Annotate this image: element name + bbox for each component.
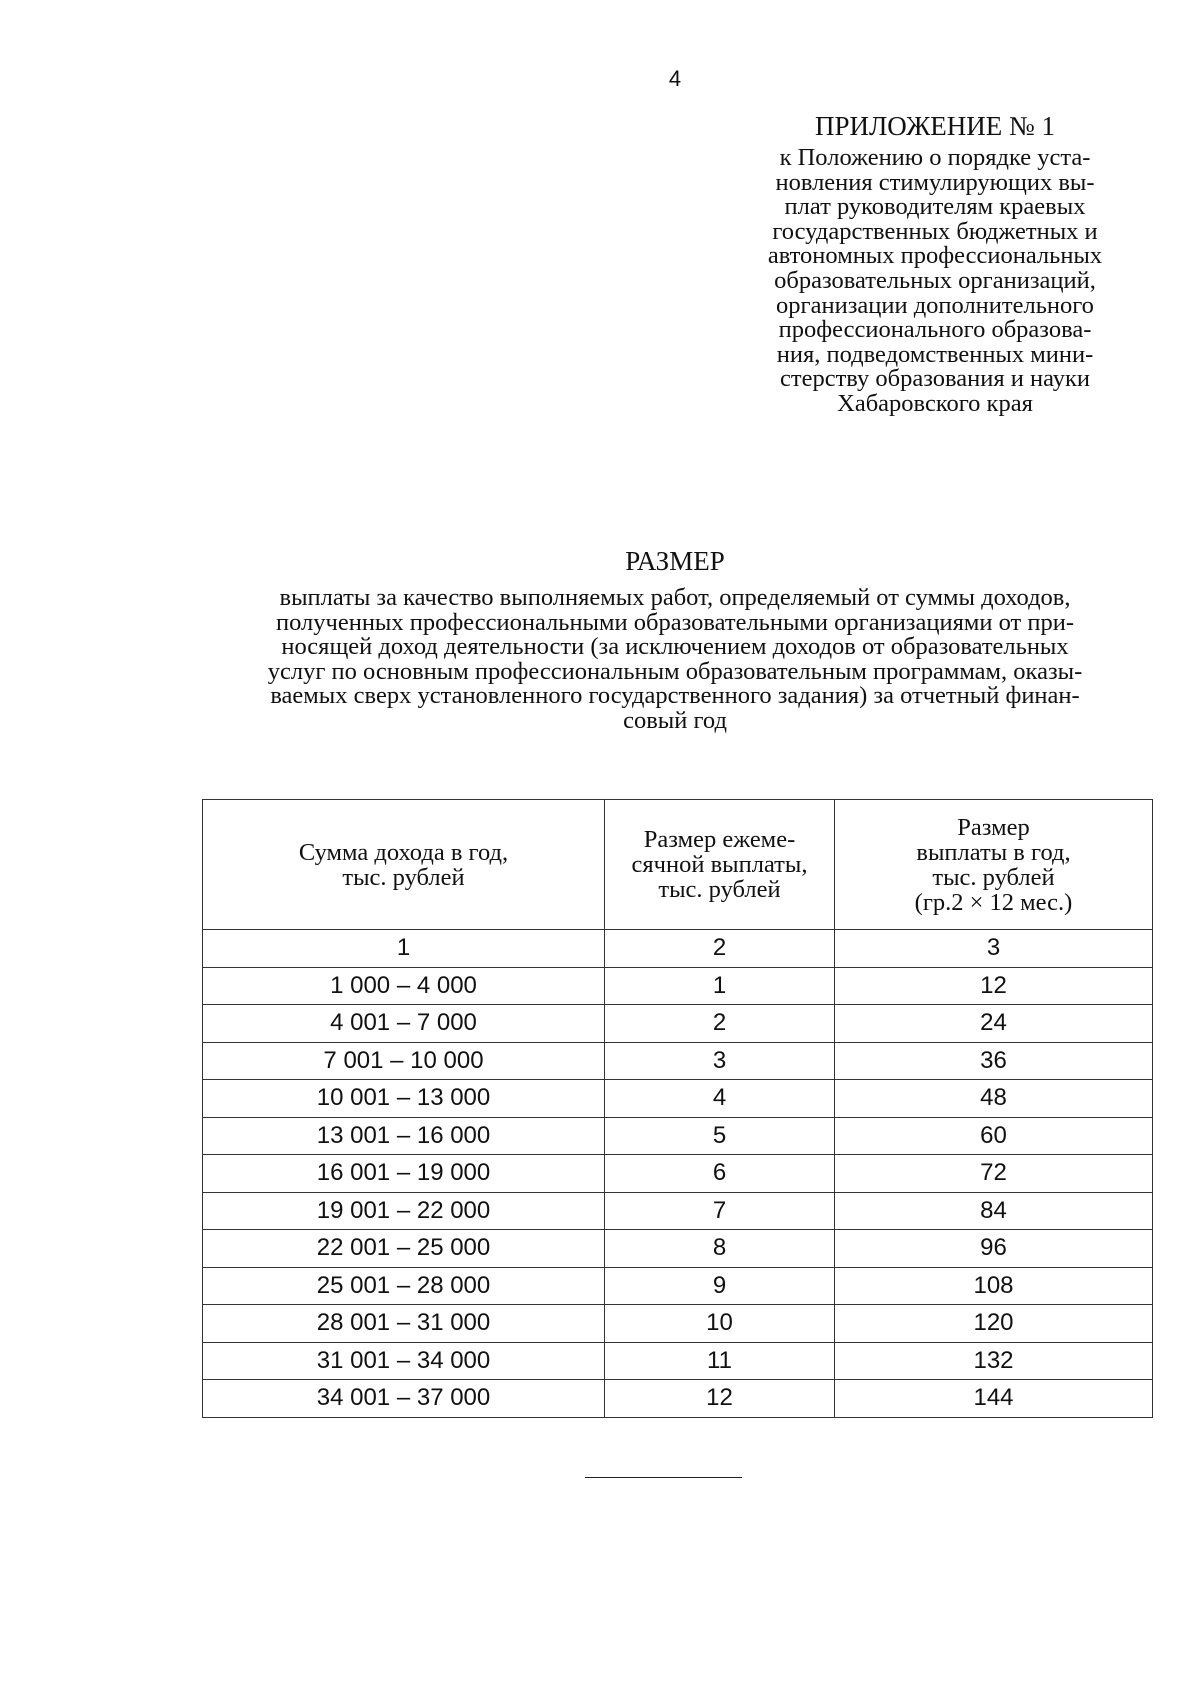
cell-monthly-payment: 7 (605, 1192, 835, 1230)
cell-monthly-payment: 6 (605, 1155, 835, 1193)
description-line: носящей доход деятельности (за исключением доходов от образовательных (281, 633, 1069, 661)
header-income (203, 800, 605, 930)
document-description (200, 586, 1150, 734)
annex-subtitle-line: автономных профессиональных (767, 242, 1103, 270)
annex-subtitle-line: организации дополнительного (776, 291, 1094, 319)
header-line: выплаты в год, (916, 838, 1071, 866)
annex-subtitle (735, 146, 1135, 417)
header-monthly-payment (605, 800, 835, 930)
table-row (203, 1267, 1153, 1305)
end-rule (585, 1477, 742, 1478)
table-row (203, 1005, 1153, 1043)
annex-subtitle-line: стерству образования и науки (780, 365, 1090, 393)
description-line: ваемых сверх установленного государственного задания) за отчетный финан- (270, 682, 1080, 710)
annex-title: ПРИЛОЖЕНИЕ № 1 (814, 111, 1056, 141)
column-number: 2 (605, 930, 835, 968)
table-row (203, 1080, 1153, 1118)
table-row (203, 1342, 1153, 1380)
table-row (203, 967, 1153, 1005)
header-line: тыс. рублей (932, 863, 1055, 891)
cell-income-range: 34 001 – 37 000 (203, 1380, 605, 1418)
header-line: Размер ежеме- (643, 826, 796, 853)
cell-income-range: 19 001 – 22 000 (203, 1192, 605, 1230)
cell-annual-payment: 12 (835, 967, 1153, 1005)
cell-monthly-payment: 10 (605, 1305, 835, 1343)
cell-monthly-payment: 1 (605, 967, 835, 1005)
cell-annual-payment: 24 (835, 1005, 1153, 1043)
header-line: (гр.2 × 12 мес.) (914, 888, 1073, 916)
cell-monthly-payment: 3 (605, 1042, 835, 1080)
annex-subtitle-line: плат руководителям краевых (784, 193, 1086, 221)
header-line: сячной выплаты, (631, 851, 808, 878)
cell-income-range: 16 001 – 19 000 (203, 1155, 605, 1193)
header-line: тыс. рублей (342, 863, 465, 891)
page-number: 4 (668, 66, 682, 91)
cell-income-range: 13 001 – 16 000 (203, 1117, 605, 1155)
cell-income-range: 31 001 – 34 000 (203, 1342, 605, 1380)
cell-monthly-payment: 12 (605, 1380, 835, 1418)
annex-subtitle-line: ния, подведомственных мини- (776, 340, 1094, 368)
cell-annual-payment: 48 (835, 1080, 1153, 1118)
cell-income-range: 1 000 – 4 000 (203, 967, 605, 1005)
column-number: 3 (835, 930, 1153, 968)
cell-monthly-payment: 5 (605, 1117, 835, 1155)
table-row (203, 1380, 1153, 1418)
cell-income-range: 28 001 – 31 000 (203, 1305, 605, 1343)
cell-monthly-payment: 11 (605, 1342, 835, 1380)
description-line: выплаты за качество выполняемых работ, определяемый от суммы доходов, (279, 584, 1071, 611)
description-line: совый год (623, 706, 727, 734)
cell-income-range: 10 001 – 13 000 (203, 1080, 605, 1118)
annex-subtitle-line: новления стимулирующих вы- (775, 168, 1095, 196)
table-header-row (203, 800, 1153, 930)
table-row (203, 1305, 1153, 1343)
cell-annual-payment: 144 (835, 1380, 1153, 1418)
cell-annual-payment: 96 (835, 1230, 1153, 1268)
document-title: РАЗМЕР (625, 546, 725, 576)
cell-annual-payment: 120 (835, 1305, 1153, 1343)
annex-subtitle-line: образовательных организаций, (774, 266, 1096, 294)
cell-annual-payment: 84 (835, 1192, 1153, 1230)
table-row (203, 1192, 1153, 1230)
annex-subtitle-line: государственных бюджетных и (772, 217, 1098, 245)
annex-subtitle-line: Хабаровского края (837, 389, 1033, 417)
column-number: 1 (203, 930, 605, 968)
description-line: полученных профессиональными образовательными организациями от при- (276, 608, 1074, 636)
annex-subtitle-line: к Положению о порядке уста- (779, 144, 1091, 171)
table-row (203, 1155, 1153, 1193)
payment-table (202, 799, 1153, 1418)
cell-income-range: 4 001 – 7 000 (203, 1005, 605, 1043)
cell-annual-payment: 108 (835, 1267, 1153, 1305)
header-line: Размер (957, 813, 1030, 841)
table-row (203, 1117, 1153, 1155)
cell-annual-payment: 72 (835, 1155, 1153, 1193)
annex-block (735, 110, 1135, 417)
header-line: тыс. рублей (658, 876, 781, 903)
cell-annual-payment: 132 (835, 1342, 1153, 1380)
cell-monthly-payment: 2 (605, 1005, 835, 1043)
cell-income-range: 7 001 – 10 000 (203, 1042, 605, 1080)
cell-annual-payment: 60 (835, 1117, 1153, 1155)
annex-subtitle-line: профессионального образова- (778, 316, 1092, 344)
cell-income-range: 25 001 – 28 000 (203, 1267, 605, 1305)
column-number-row (203, 930, 1153, 968)
table-row (203, 1042, 1153, 1080)
header-annual-payment (835, 800, 1153, 930)
cell-income-range: 22 001 – 25 000 (203, 1230, 605, 1268)
cell-annual-payment: 36 (835, 1042, 1153, 1080)
cell-monthly-payment: 4 (605, 1080, 835, 1118)
cell-monthly-payment: 9 (605, 1267, 835, 1305)
table-row (203, 1230, 1153, 1268)
cell-monthly-payment: 8 (605, 1230, 835, 1268)
description-line: услуг по основным профессиональным образовательным программам, оказы- (267, 657, 1083, 685)
header-line: Сумма дохода в год, (298, 838, 509, 866)
